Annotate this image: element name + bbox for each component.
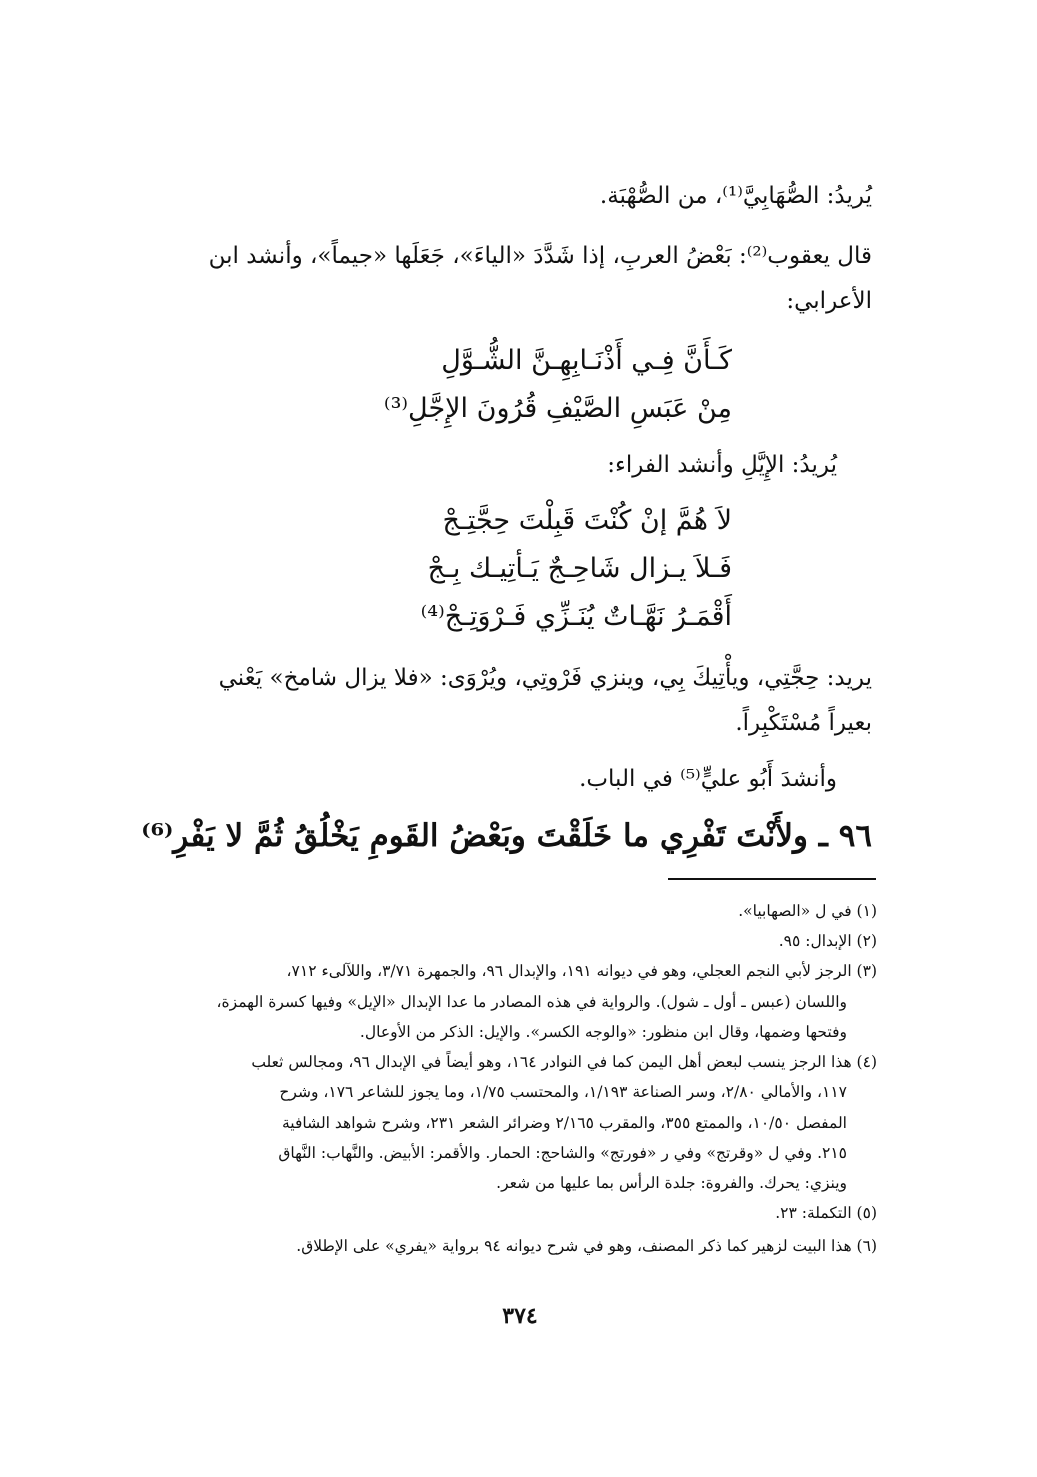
footnote-5: (٥) التكملة: ٢٣. [775,1204,877,1222]
footnote-4-line-3: المفصل ١٠/٥٠، والممتع ٣٥٥، والمقرب ٢/١٦٥ وضرائر الشعر ٢٣١، وشرح شواهد الشافية [282,1114,847,1132]
footnote-3-line-3: وفتحها وضمها، وقال ابن منظور: «والوجه الكسر». والإيل: الذكر من الأوعال. [359,1023,847,1041]
body-line-3: يُريدُ: الإِيَّلِ وأنشد الفراء: [607,452,837,478]
body-line-4a: يريد: حِجَّتِي، ويأْتِيكَ بِي، وينزي فَرْوتِي، ويُرْوَى: «فلا يزال شامخ» يَعْني [218,665,872,691]
footnote-1: (١) في ل «الصهابيا». [738,902,877,920]
body-line-2a: قال يعقوب⁽²⁾: بَعْضُ العربِ، إذا شَدَّدَ «الياءَ»، جَعَلَها «جيماً»، وأنشد ابن [208,243,872,269]
footnote-4-line-5: وينزي: يحرك. والفروة: جلدة الرأس بما عليها من شعر. [496,1174,847,1192]
body-line-2b: الأعرابي: [786,288,872,314]
body-line-4b: بعيراً مُسْتَكْبِراً. [735,710,872,736]
body-line-1: يُريدُ: الصُّهَابِيَّ⁽¹⁾، من الصُّهْبَة. [599,183,872,209]
footnote-divider [668,878,876,880]
body-line-5: وأنشدَ أَبُو عليٍّ⁽⁵⁾ في الباب. [579,766,837,792]
footnote-2: (٢) الإبدال: ٩٥. [778,932,877,950]
verse-2b: فَـلاَ يـزال شَاحِـجٌ يَـأتِيـك بِـجْ [427,553,732,584]
verse-heading-96: ٩٦ ـ ولأَنْتَ تَفْرِي ما خَلَقْتَ وبَعْضُ القَومِ يَخْلُقُ ثُمَّ لا يَفْرِ⁽⁶⁾ [141,818,872,854]
page-number: ٣٧٤ [502,1303,538,1329]
verse-2a: لاَ هُمَّ إنْ كُنْتَ قَبِلْتَ حِجَّتِـجْ [442,505,732,536]
verse-2c: أَقْمَـرُ نَهَّـاتٌ يُنَـزِّي فَـرْوَتِـجْ⁽⁴⁾ [420,601,732,632]
verse-1a: كَـأَنَّ فِـي أَذْنَـابِهِـنَّ الشُّـوَّلِ [441,345,732,376]
footnote-4-line-2: ١١٧، والأمالي ٢/٨٠، وسر الصناعة ١/١٩٣، والمحتسب ١/٧٥، وما يجوز للشاعر ١٧٦، وشرح [279,1083,847,1101]
footnote-3-line-1: (٣) الرجز لأبي النجم العجلي، وهو في ديوانه ١٩١، والإبدال ٩٦، والجمهرة ٣/٧١، واللآلىء ٧١٢، [286,962,877,980]
verse-1b: مِنْ عَبَسِ الصَّيْفِ قُرُونَ الإِجَّلِ⁽³⁾ [383,393,732,424]
footnote-3-line-2: واللسان (عبس ـ أول ـ شول). والرواية في هذه المصادر ما عدا الإبدال «الإيل» وفيها كسرة الهمزة، [216,993,847,1011]
footnote-4-line-4: ٢١٥. وفي ل «وقرتج» وفي ر «فورتج» والشاحج: الحمار. والأقمر: الأبيض. والنَّهاب: النَّهاق [278,1144,847,1162]
footnote-4-line-1: (٤) هذا الرجز ينسب لبعض أهل اليمن كما في النوادر ١٦٤، وهو أيضاً في الإبدال ٩٦، ومجالس ثعلب [251,1053,877,1071]
footnote-6: (٦) هذا البيت لزهير كما ذكر المصنف، وهو في شرح ديوانه ٩٤ برواية «يفري» على الإطلاق. [296,1237,877,1255]
